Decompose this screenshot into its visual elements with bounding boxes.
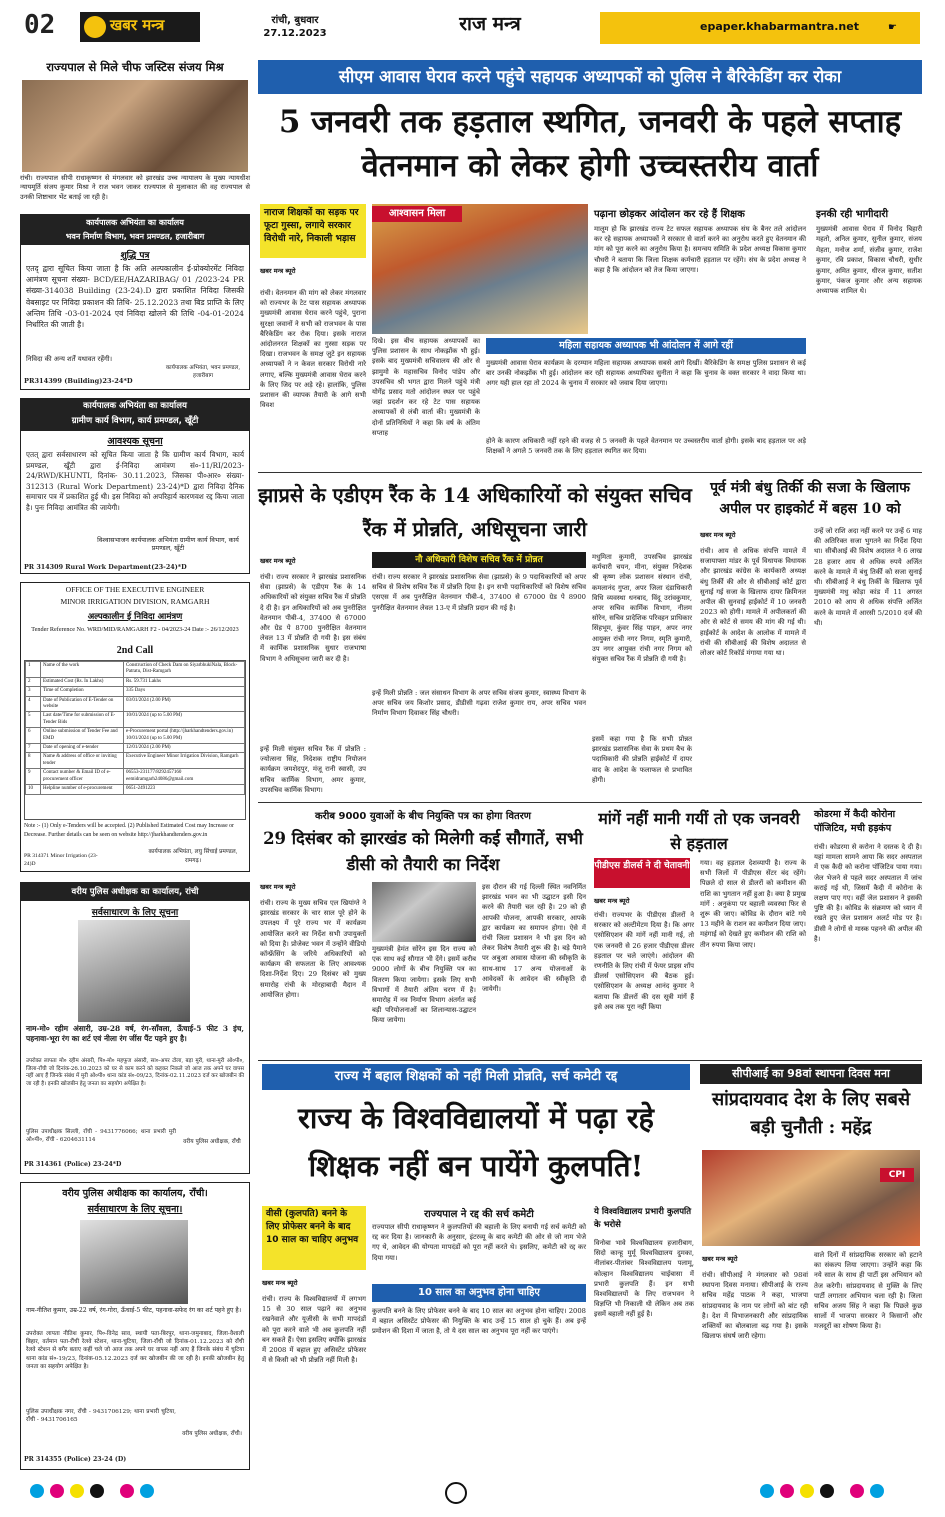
ad5-pr: PR 314355 (Police) 23-24 (D) bbox=[24, 1456, 127, 1463]
ad1-body: एतद् द्वारा सूचित किया जाता है कि अति अल्पकालीन ई-प्रोक्योरमेंट निविदा आमंत्रण सूचना संख्या- BCD/EE/HAZARIBAG/ 01 /2023-24 PR संख्या-314038 Building (23-24).D द्वारा प्रकाशित निविदा जिसकी वेबसाइट पर निविदा प्रकाशन की तिथि- 25.12.2023 तथा बिड प्राप्ति के लिए अन्तिम तिथि -03-01-2024 एवं निविदा खोलने की तिथि -04-01-2024 निर्धारित की जाती है। bbox=[26, 264, 244, 330]
lead-kicker: नाराज शिक्षकों का सड़क पर फूटा गुस्सा, लगाये सरकार विरोधी नारे, निकाली भड़ास bbox=[260, 204, 366, 258]
vc-sub1: राज्यपाल ने रद्द की सर्च कमेटी bbox=[424, 1209, 534, 1220]
table-row bbox=[26, 728, 245, 744]
table-cell: 3 bbox=[26, 687, 41, 696]
cpi-photo bbox=[702, 1150, 920, 1246]
table-cell: 7 bbox=[26, 744, 41, 753]
ad5-contact: पुलिस उपाधीक्षक नगर, राँची - 9431706129; थाना प्रभारी चुटिया, राँची - 9431706165 bbox=[26, 1409, 176, 1424]
table-cell: Time of Completion bbox=[41, 687, 124, 696]
ad5-subtitle: सर्वसाधारण के लिए सूचना। bbox=[87, 1204, 183, 1215]
ad1-sign: कार्यपालक अभियंता, भवन प्रमण्डल, हजारीबाग bbox=[165, 365, 241, 379]
logo-emblem-icon bbox=[84, 16, 106, 38]
vc-headline: राज्य के विश्वविद्यालयों में पढ़ा रहे शिक्षक नहीं बन पायेंगे कुलपति! bbox=[298, 1101, 654, 1183]
ad2-body: एतत् द्वारा सर्वसाधारण को सूचित किया जाता है कि ग्रामीण कार्य विभाग, कार्य प्रमण्डल, खूँटी द्वारा ई-निविदा आमंत्रण सं०-11/RI/2023-24/RWD/KHUNTI, दिनांक- 30.11.2023, जिसका पी०आर० संख्या- 312313 (Rural Work Department) 23-24)*D द्वारा निविदा दैनिक समाचार पत्र में प्रकाशित हुई थी। इस निविदा को अपरिहार्य कारणवश रद्द किया जाता है। पुनः निविदा आमंत्रित की जायेगी। bbox=[26, 450, 244, 512]
lead-women-bar: महिला सहायक अध्यापक भी आंदोलन में आगे रहीं bbox=[486, 338, 806, 354]
table-cell: Helpline number of e-procurement bbox=[41, 785, 124, 794]
ad1-pr: PR314399 (Building)23-24*D bbox=[24, 377, 133, 385]
cursor-icon: ☛ bbox=[888, 22, 897, 33]
table-cell: Name of the work bbox=[41, 662, 124, 678]
table-cell: 10/01/2024 (up to 5.00 PM) bbox=[124, 712, 245, 728]
table-row bbox=[26, 744, 245, 753]
ad4-body2: उपरोक्त लापता मो० रहीम अंसारी, पि०-मो० महफूज अंसारी, सा०-अपर टोला, बड़ा मुरी, थाना-मुरी ओ०पी०, जिला-राँची जो दिनांक-26.10.2023 को घर से काम करने को कहकर निकले जो आज तक अपने घर वापस नहीं आए हैं जिनके संबंध में मुरी ओ०पी० थाना कांड सं०-09/23, दिनांक-02.11.2023 दर्ज कर खोजबीन की जा रही है। इनकी खोजबीन हेतु जनता का सहयोग अपेक्षित है। bbox=[26, 1058, 244, 1087]
table-cell: Date of opening of e-tender bbox=[41, 744, 124, 753]
promo-byline: खबर मन्त्र ब्यूरो bbox=[260, 557, 296, 565]
ad3-pr: PR 314371 Minor Irrigation (23-24)D bbox=[24, 853, 98, 867]
table-row bbox=[26, 769, 245, 785]
jobs-col3: इस दौरान की गई दिल्ली स्थित नवनिर्मित झारखंड भवन का भी उद्घाटन इसी दिन करने की तैयारी चल रही है। 29 को ही आपकी योजना, आपकी सरकार, आपके द्वार कार्यक्रम का समापन होगा। ऐसे में रांची जिला प्रशासन ने भी इस दिन को लेकर विशेष तैयारी शुरू की है। बड़े पैमाने पर अबुआ आवास योजना की स्वीकृति के साथ-साथ 17 अन्य योजनाओं के आवेदकों के आवेदन की स्वीकृति दी जायेगी। bbox=[482, 883, 586, 994]
table-cell: 8 bbox=[26, 753, 41, 769]
promo-col3: मधुमिता कुमारी, उपसचिव झारखंड कर्मचारी चयन, मीना, संयुक्त निदेशक श्री कृष्ण लोक प्रशासन संस्थान रांची, कमलानंद गुप्ता, अपर जिला दंडाधिकारी विधि व्यवस्था धनबाद, विंदू उरांवकुमार, अपर सचिव कार्मिक विभाग, नीलम सोरेन, सचिव प्रादेशिक परिवहन प्राधिकार सिंहभूम, कुंवर सिंह पाहन, अपर नगर आयुक्त रांची नगर निगम, स्मृति कुमारी, उप नगर आयुक्त रांची नगर निगम को संयुक्त सचिव रैंक में प्रोन्नति दी गयी है। bbox=[592, 553, 692, 664]
ad1-title: कार्यपालक अभियंता का कार्यालय भवन निर्माण विभाग, भवन प्रमण्डल, हजारीबाग bbox=[21, 215, 249, 245]
lead-sub-strike: पढ़ाना छोड़कर आंदोलन कर रहे हैं शिक्षक bbox=[594, 209, 745, 220]
lead-headline: 5 जनवरी तक हड़ताल स्थगित, जनवरी के पहले सप्ताह वेतनमान को लेकर होगी उच्चस्तरीय वार्ता bbox=[278, 104, 902, 184]
governor-photo bbox=[22, 80, 248, 172]
jobs-kicker: करीब 9000 युवाओं के बीच नियुक्ति पत्र का होगा वितरण bbox=[260, 808, 586, 826]
table-cell: 03/01/2024 (2.00 PM) bbox=[124, 696, 245, 712]
table-cell: 10 bbox=[26, 785, 41, 794]
table-cell: 9 bbox=[26, 769, 41, 785]
lead-women-text: मुख्यमंत्री आवास घेराव कार्यक्रम के दरम्यान महिला सहायक अध्यापक सबसे आगे दिखीं। बैरिकेडिंग के समक्ष पुलिस प्रशासन से कई बार उनकी नोकझोंक भी हुई। आंदोलन कर रही सहायक अध्यापिका सुनीता ने कहा कि चुनाव के वक्त सरकार ने वादा किया था। अगर यही हाल रहा तो 2024 के चुनाव में सरकार को जवाब दिया जाएगा। bbox=[486, 359, 806, 388]
jobs-byline: खबर मन्त्र ब्यूरो bbox=[260, 883, 296, 891]
strike-byline: खबर मन्त्र ब्यूरो bbox=[594, 897, 630, 905]
ad2-title: कार्यपालक अभियंता का कार्यालय ग्रामीण कार्य विभाग, कार्य प्रमण्डल, खूँटी bbox=[21, 399, 249, 431]
vc-col2: कुलपति बनने के लिए प्रोफेसर बनने के बाद 10 साल का अनुभव होना चाहिए। 2008 में बहाल असिस्टेंट प्रोफेसर की नियुक्ति के बाद उन्हें 15 साल हो चुके हैं। अब इन्हें प्रमोशन की दिशा में जाता है, तो ये दस साल का अनुभव पूरा नहीं कर पाएंगे। bbox=[372, 1307, 586, 1336]
lead-sub-parti: इनकी रही भागीदारी bbox=[816, 209, 889, 220]
ad5-body2: उपरोक्त लापता नीतिश कुमार, पि०-विनेद्र साव, स्थायी पता-बिरपुर, थाना-जमुनाबाद, जिला-वैशाली बिहार, वर्तमान पता-रौंची रेलवे स्टेशन, थाना-चुटिया, जिला-राँची जो दिनांक-01.12.2023 को राँची रेलवे स्टेशन से बगैर बताए कहीं चले जो आज तक अपने घर वापस नहीं आए हैं जिनके संबंध में चुटिया थाना कांड सं०-19/23, दिनांक-05.12.2023 दर्ज कर खोजबीन की जा रही है। इनकी खोजबीन हेतु जनता का सहयोग अपेक्षित है। bbox=[26, 1331, 244, 1370]
bandhu-headline: पूर्व मंत्री बंधु तिर्की की सजा के खिलाफ अपील पर हाइकोर्ट में बहस 10 को bbox=[710, 480, 910, 517]
table-cell: 1 bbox=[26, 662, 41, 678]
edition-city: रांची, बुधवार bbox=[271, 15, 319, 26]
bandhu-col1: रांची। आय से अधिक संपत्ति मामले में सजायाफ्ता मांडर के पूर्व विधायक विधायक और झारखंड कांग्रेस के कार्यकारी अध्यक्ष बंधु तिर्की की ओर से सीबीआई कोर्ट द्वारा सुनाई गई सजा के खिलाफ दायर क्रिमिनल अपील की सुनवाई हाईकोर्ट में 10 जनवरी 2023 को होगी। मामले में अपीलकर्ता की ओर से कोर्ट से समय की मांग की गई थी। हाईकोर्ट के आदेश के आलोक में मामले में रांची की सीबीआई की विशेष अदालत से लोअर कोर्ट रिकॉर्ड मंगाया गया था। bbox=[700, 547, 806, 658]
jobs-photo bbox=[372, 882, 476, 942]
table-cell: Name & address of office or inviting tender bbox=[41, 753, 124, 769]
cpi-col1: रांची। सीपीआई ने मंगलवार को 98वां स्थापना दिवस मनाया। सीपीआई के राज्य सचिव महेंद्र पाठक ने कहा, भाजपा सांप्रदायवाद के नाम पर लोगों को बांट रही है। देश में विभाजनकारी और सांप्रदायिक शक्तियों का बोलबाला बढ़ गया है। इसके खिलाफ संघर्ष जारी रहेगा। bbox=[702, 1271, 808, 1341]
table-cell: e-Procurement portal (http://jharkhandtenders.gov.in) 10/01/2024 (up to 5.00 PM) bbox=[124, 728, 245, 744]
print-color-bar bbox=[0, 1476, 945, 1517]
table-cell: 12/01/2024 (2.00 PM) bbox=[124, 744, 245, 753]
cpi-banner: सीपीआई का 98वां स्थापना दिवस मना bbox=[700, 1064, 922, 1084]
table-row bbox=[26, 677, 245, 686]
divider bbox=[258, 1060, 922, 1061]
governor-text: रांची। राज्यपाल सीपी राधाकृष्णन से मंगलवार को झारखंड उच्च न्यायालय के मुख्य न्यायधीश न्यायमूर्ति संजय कुमार मिश्रा ने राज भवन जाकर राज्यपाल से मुलाकात की वह राज्यपाल से उनकी शिष्टाचार भेंट बताई जा रही है। bbox=[20, 174, 250, 201]
table-row bbox=[26, 687, 245, 696]
table-cell: 2 bbox=[26, 677, 41, 686]
ad4-body: नाम-मो० रहीम अंसारी, उम्र-28 वर्ष, रंग-साँवला, ऊँचाई-5 फीट 3 इंच, पहनावा-भूरा रंग का शर्ट एवं नीला रंग जींस पैंट पहने हुए है। bbox=[26, 1024, 244, 1044]
jobs-headline: 29 दिसंबर को झारखंड को मिलेगी कई सौगातें, सभी डीसी को तैयारी का निर्देश bbox=[263, 829, 583, 874]
logo-text: खबर मन्त्र bbox=[110, 16, 165, 34]
promo-col1b: इन्हें मिली संयुक्त सचिव रैंक में प्रोन्नति : ज्योत्सना सिंह, निदेशक राष्ट्रीय नियोजन कार्यक्रम जमशेदपुर, मंजू रानी स्वासी, उप सचिव कार्मिक विभाग, अमर कुमार, उपसचिव कार्मिक विभाग। bbox=[260, 745, 366, 794]
table-cell: Date of Publication of E-Tender on website bbox=[41, 696, 124, 712]
ad3-note: Note :- (1) Only e-Tenders will be accepted. (2) Published Estimated Cost may Increase or Decrease. Further details can be seen on website http://jharkhandtenders.gov.in bbox=[24, 823, 234, 838]
strike-headline: मांगें नहीं मानी गयीं तो एक जनवरी से हड़ताल bbox=[598, 809, 800, 853]
table-row bbox=[26, 696, 245, 712]
jobs-col1: रांची। राज्य के मुख्य सचिव एल खियांग्ते ने झारखंड सरकार के चार साल पूरे होने के उपलक्ष्य में पूरे राज्य भर में कार्यक्रम आयोजित करने का निर्देश सभी उपायुक्तों को दिया है। प्रोजेक्ट भवन में उन्होंने वीडियो कॉन्फ्रेंसिंग के जरिये अधिकारियों को कार्यक्रम की सफलता के लिए आवश्यक दिशा-निर्देश दिए। 29 दिसंबर को मुख्य समारोह रांची के मोरहाबादी मैदान में आयोजित होगा। bbox=[260, 899, 366, 999]
ad5-body: नाम-नीतिश कुमार, उम्र-22 वर्ष, रंग-गोरा, ऊँचाई-5 फीट, पहनावा-सफेद रंग का शर्ट पहने हुए है। bbox=[26, 1307, 242, 1314]
table-cell: Construction of Check Dam on SiyarbhukiNala, Block-Patratu, Dist-Ramgarh bbox=[124, 662, 245, 678]
divider bbox=[258, 802, 922, 803]
table-row bbox=[26, 753, 245, 769]
page-number: 02 bbox=[24, 10, 56, 40]
table-cell: 5 bbox=[26, 712, 41, 728]
vc-sub1-text: राज्यपाल सीपी राधाकृष्णन ने कुलपतियों की बहाली के लिए बनायी गई सर्च कमेटी को रद्द कर दिया है। जानकारी के अनुसार, इंटरव्यू के बाद कमेटी की ओर से जो नाम भेजे गए थे, आवेदन की योग्यता मापदंडों को पूरा नहीं करते थे। इसलिए, कमेटी को रद्द कर दिया गया। bbox=[372, 1223, 586, 1262]
ad1-note: निविदा की अन्य शर्तें यथावत रहेंगी। bbox=[26, 355, 113, 363]
lead-foot-text: होने के कारण अधिकारी नहीं रहने की वजह से 5 जनवरी के पहले वेतनमान पर उच्चस्तरीय वार्ता होगी। इसके बाद हड़ताल पर अड़े शिक्षकों ने अगले 5 जनवरी तक के लिए हड़ताल स्थगित कर दिया। bbox=[486, 437, 806, 456]
vc-sub2: 10 साल का अनुभव होना चाहिए bbox=[372, 1284, 586, 1302]
table-cell: Executive Engineer Minor Irrigation Division, Ramgarh bbox=[124, 753, 245, 769]
bandhu-col2: उन्हें जो राशि अदा नहीं करने पर उन्हें 6 माह की अतिरिक्त सजा भुगतने का निर्देश दिया था। सीबीआई की विशेष अदालत ने 6 लाख 28 हजार आय से अधिक रुपये अर्जित करने के मामले में बंधु तिर्की को सजा सुनाई थी। सीबीआई ने बंधु तिर्की के खिलाफ पूर्व मुख्यमंत्री मधु कोड़ा कांड में 11 अगस्त 2010 को आय से अधिक संपत्ति अर्जित करने के मामले में आरसी 5/2010 दर्ज की थी। bbox=[814, 527, 922, 627]
ad4-subtitle: सर्वसाधारण के लिए सूचना bbox=[91, 908, 179, 918]
table-row bbox=[26, 662, 245, 678]
ad2-pr: PR 314309 Rural Work Department(23-24)*D bbox=[24, 563, 187, 571]
lead-col1: रांची। वेतनमान की मांग को लेकर मंगलवार को राज्यभर के टेट पास सहायक अध्यापक मुख्यमंत्री आवास घेराव करने पहुंचे, पुराना सुरक्षा जवानों ने सभी को राजभवन के पास बैरिकेडिंग कर रोक दिया। इसके नाराज आंदोलनरत शिक्षकों का गुस्सा सड़क पर दिखा। राजभवन के समक्ष जुटे इन सहायक अध्यापकों ने न केवल सरकार विरोधी नारे लगाए, बल्कि मुख्यमंत्री आवास घेराव करने के लिए जिद पर अड़े रहे। हालांकि, पुलिस प्रशासन की व्यापक तैयारी के आगे सभी विवश bbox=[260, 289, 366, 410]
lead-parti-text: मुख्यमंत्री आवास घेराव में विनोद बिहारी महतो, अनिल कुमार, सुनील कुमार, संजय मेहता, मनोज शर्मा, संजीव कुमार, राजेश कुमार, रवि प्रकाश, विकास चौधरी, सुधीर कुमार, अमित कुमार, धीरज कुमार, सतीश कुमार, पंकज कुमार और अन्य सहायक अध्यापक शामिल थे। bbox=[816, 225, 922, 296]
promo-headline: झाप्रसे के एडीएम रैंक के 14 अधिकारियों को संयुक्त सचिव रैंक में प्रोन्नति, अधिसूचना जारी bbox=[258, 483, 692, 541]
promo-col1: रांची। राज्य सरकार ने झारखंड प्रशासनिक सेवा (झाप्रसे) के एडीएम रैंक के 14 अधिकारियों को संयुक्त सचिव रैंक में प्रोन्नति दे दी है। इन अधिकारियों को अब पुनरीक्षित वेतनमान पीबी-4, 37400 से 67000 और ग्रेड पे 8700 पुनरीक्षित वेतनमान लेवल 13 में प्रोन्नति दी गयी है। इस संबंध में कार्मिक प्रशासनिक सुधार राजभाषा विभाग ने अधिसूचना जारी कर दी है। bbox=[260, 573, 367, 663]
ad3-sign: कार्यपालक अभियंता, लघु सिंचाई प्रमण्डल, रामगढ़। bbox=[148, 849, 238, 864]
table-cell: Estimated Cost (Rs. In Lakhs) bbox=[41, 677, 124, 686]
covid-headline: कोडरमा में कैदी कोरोना पॉजिटिव, मची हड़कंप bbox=[814, 809, 896, 834]
lead-photo bbox=[372, 204, 588, 334]
table-cell: 335 Days bbox=[124, 687, 245, 696]
promo-col2b: इन्हें मिली प्रोन्नति : जल संसाधन विभाग के अपर सचिव संजय कुमार, स्वास्थ्य विभाग के अपर सचिव जय किशोर प्रसाद, डीडीसी गढ़वा राजेश कुमार राय, अपर सचिव भवन निर्माण विभाग दिवाकर सिंह चौधरी। bbox=[372, 689, 586, 718]
table-cell: Online submission of Tender Fee and EMD bbox=[41, 728, 124, 744]
section-title: राज मन्त्र bbox=[459, 13, 521, 35]
vc-sub3: ये विश्वविद्यालय प्रभारी कुलपति के भरोसे bbox=[594, 1207, 692, 1230]
covid-col1: रांची। कोडरमा से करोना ने दस्तक दे दी है। यहां मामला सामने आया कि सदर अस्पताल में एक कैदी को करोना पॉजिटिव पाया गया। जेल भेजने से पहले सदर अस्पताल में जांच कराई गई थी, जिसमें कैदी में कोरोना के लक्षण पाए गए। वहीं जेल प्रशासन ने इसकी पुष्टि की है। कोविड के संक्रमण को ध्यान में रखते हुए जेल प्रशासन अलर्ट मोड पर है। डीसी ने लोगों से मास्क पहनने की अपील की है। bbox=[814, 843, 922, 943]
cpi-col2: वाले दिनों में सांप्रदायिक सरकार को हटाने का संकल्प लिया जाएगा। उन्होंने कहा कि नये साल के साथ ही पार्टी इस अभियान को तेज करेगी। सांप्रदायवाद से मुक्ति के लिए पार्टी लगातार अभियान चला रही है। जिला सचिव अजय सिंह ने कहा कि पिछले कुछ सालों में भाजपा सरकार ने किसानों और मजदूरों का शोषण किया है। bbox=[814, 1251, 922, 1331]
lead-strike-text: मालूम हो कि झारखंड राज्य टेट सफल सहायक अध्यापक संघ के बैनर तले आंदोलन कर रहे सहायक अध्यापकों ने सरकार से वार्ता करने का अनुरोध करते हुए वेतनमान की मांग को पूरा करने का अनुरोध किया है। समन्वय समिति के प्रदेश अध्यक्ष विकास कुमार चौधरी ने बताया कि जिला शिक्षक कर्मचारी हड़ताल पर रहेंगे। संघ के प्रदेश अध्यक्ष ने कहा है कि आंदोलन को तेज किया जाएगा। bbox=[594, 225, 806, 274]
strike-col2: गया। वह हड़ताल देशव्यापी है। राज्य के सभी जिलों में पीडीएस सेंटर बंद रहेंगे। पिछले दो साल से डीलरों को कमीशन की राशि का भुगतान नहीं हुआ है। क्या है प्रमुख मांगें : अनुकंपा पर बहाली व्यवस्था फिर से शुरू की जाए। कोविड के दौरान बांटे गये 13 महीने के राशन का कमीशन दिया जाए। महंगाई को देखते हुए कमीशन की राशि को तीन रुपया किया जाए। bbox=[700, 859, 806, 949]
table-row bbox=[26, 785, 245, 794]
lead-byline: खबर मन्त्र ब्यूरो bbox=[260, 267, 296, 275]
ad2-sign: विश्वासभाजन कार्यपालक अभियंता ग्रामीण कार्य विभाग, कार्य प्रमण्डल, खूँटी bbox=[97, 536, 239, 553]
lead-photo-label: आश्वासन मिला bbox=[372, 206, 462, 222]
cpi-flag: CPI bbox=[880, 1168, 914, 1182]
vc-banner: राज्य में बहाल शिक्षकों को नहीं मिली प्रोन्नति, सर्च कमेटी रद्द bbox=[262, 1064, 690, 1090]
promo-sub: नौ अधिकारी विशेष सचिव रैंक में प्रोन्नत bbox=[372, 552, 586, 568]
table-cell: Contact number & Email ID of e-procurement officer bbox=[41, 769, 124, 785]
ad3-call: 2nd Call bbox=[116, 645, 154, 656]
ad1-subtitle: शुद्धि पत्र bbox=[120, 251, 150, 261]
table-row bbox=[26, 712, 245, 728]
ad3-subtitle: अल्पकालीन ई निविदा आमंत्रण bbox=[87, 612, 183, 622]
ad3-table bbox=[24, 660, 246, 820]
lead-banner: सीएम आवास घेराव करने पहुंचे सहायक अध्यापकों को पुलिस ने बैरिकेडिंग कर रोका bbox=[258, 60, 922, 94]
cpi-byline: खबर मन्त्र ब्यूरो bbox=[702, 1255, 738, 1263]
vc-byline: खबर मन्त्र ब्यूरो bbox=[262, 1279, 298, 1287]
ad3-title: OFFICE OF THE EXECUTIVE ENGINEER MINOR IRRIGATION DIVISION, RAMGARH bbox=[60, 585, 210, 606]
vc-col1: रांची। राज्य के विश्वविद्यालयों में लगभग 15 से 30 साल पढ़ाने का अनुभव रखनेवाले और यूजीसी के सभी मापदंडों को पूरा करने वाले भी अब कुलपति नहीं बन सकते हैं। ऐसा इसलिए क्योंकि झारखंड में 2008 में बहाल हुए असिस्टेंट प्रोफेसर में से किसी को भी प्रोन्नति नहीं मिली है। bbox=[262, 1295, 366, 1365]
table-cell: Last date/Time for submission of E-Tender Bids bbox=[41, 712, 124, 728]
missing-person-photo-1 bbox=[78, 920, 190, 1022]
strike-col1: रांची। राज्यभर के पीडीएस डीलरों ने सरकार को अल्टीमेटम दिया है। कि अगर एसोसिएशन की मांगें नहीं मानी गई, तो एक जनवरी से 26 हजार पीडीएस डीलर हड़ताल पर चले जाएंगे। आंदोलन की रणनीति के लिए रांची में फेयर प्राइस शॉप डीलर्स एसोसिएशन की बैठक हुई। एसोसिएशन के अध्यक्ष आनंद कुमार ने बताया कि डीलरों की दस सूत्री मांगें हैं इसे अब तक पूरा नहीं किया bbox=[594, 911, 694, 1011]
divider bbox=[258, 472, 922, 473]
promo-tenure: इसमें कहा गया है कि सभी प्रोन्नत झारखंड प्रशासनिक सेवा के प्रथम बैच के पदाधिकारी की प्रोन्नति हाईकोर्ट में दायर वाद के आदेश के फलाफल से प्रभावित होगी। bbox=[592, 735, 692, 784]
edition-date: 27.12.2023 bbox=[263, 28, 327, 39]
table-cell: 06553-231177/8292457160 eemidramgarh24086@gmail.com bbox=[124, 769, 245, 785]
table-cell: 4 bbox=[26, 696, 41, 712]
bandhu-byline: खबर मन्त्र ब्यूरो bbox=[700, 531, 736, 539]
vc-kicker: वीसी (कुलपति) बनने के लिए प्रोफेसर बनने के बाद 10 साल का चाहिए अनुभव bbox=[262, 1206, 366, 1270]
vc-col3: विनोबा भावे विश्वविद्यालय हजारीबाग, सिदो कान्हू मुर्मू विश्वविद्यालय दुमका, नीलांबर-पीतांबर विश्वविद्यालय पलामू, कोल्हान विश्वविद्यालय चाईबासा में प्रभारी कुलपति हैं। इन सभी विश्वविद्यालयों के लिए राजभवन ने विज्ञप्ति भी निकाली थी लेकिन अब तक इसमें बहाली नहीं हुई है। bbox=[594, 1239, 694, 1319]
missing-person-photo-2 bbox=[80, 1220, 188, 1304]
table-cell: 0651-2491223 bbox=[124, 785, 245, 794]
ad3-ref: Tender Reference No. WRD/MID/RAMGARH F2 - 04/2023-24 Date :- 26/12/2023 bbox=[31, 626, 239, 633]
ad4-title: वरीय पुलिस अधीक्षक का कार्यालय, रांची bbox=[21, 883, 249, 901]
ad5-title: वरीय पुलिस अधीक्षक का कार्यालय, राँची। bbox=[62, 1188, 208, 1199]
promo-col2: रांची। राज्य सरकार ने झारखंड प्रशासनिक सेवा (झाप्रसे) के 9 पदाधिकारियों को अपर सचिव से विशेष सचिव रैंक में प्रोन्नति दिया है। इन सभी पदाधिकारियों को विशेष सचिव एसएस में अब पुनरीक्षित वेतनमान पीबी-4, 37400 से 67000 ग्रेड पे 8900 पुनरीक्षित वेतनमान लेवल 13-ए में प्रोन्नति प्रदान की गई है। bbox=[372, 573, 586, 612]
ad5-sign: वरीय पुलिस अधीक्षक, राँची। bbox=[182, 1431, 242, 1437]
table-cell: 6 bbox=[26, 728, 41, 744]
ad4-contact: पुलिस उपाधीक्षक सिल्ली, राँची - 9431776066; थाना प्रभारी मुरी ओ०पी०, राँची - 6204631114 bbox=[26, 1129, 176, 1143]
ad4-sign: वरीय पुलिस अधीक्षक, राँची bbox=[183, 1139, 241, 1145]
governor-headline: राज्यपाल से मिले चीफ जस्टिस संजय मिश्र bbox=[46, 60, 224, 74]
table-cell: Rs. 59.731 Lakhs bbox=[124, 677, 245, 686]
lead-photo-caption: दिखे। इस बीच सहायक अध्यापकों का पुलिस प्रशासन के साथ नोकझोंक भी हुई। इसके बाद मुख्यमंत्री सचिवालय की ओर से झामुमो के महासचिव विनोद पांडेय और उपसचिव श्री भगत द्वारा मिलने पहुंचे मंत्री योगेंद्र प्रसाद मतो आंदोलन स्थल पर पहुंचे जहां प्रदर्शन कर रहे टेट पास सहायक अध्यापकों से लंबी वार्ता की। मुख्यमंत्री के दोनों प्रतिनिधियों ने कहा कि वर्ष के अंतिम सप्ताह bbox=[372, 337, 480, 437]
jobs-photo-caption: मुख्यमंत्री हेमंत सोरेन इस दिन राज्य को एक साथ कई सौगात भी देंगे। इसमें करीब 9000 लोगों के बीच नियुक्ति पत्र का वितरण किया जायेगा। इसके लिए सभी विभागों में तैयारी अंतिम चरण में है। समारोह में नव निर्माण विभाग अंतर्गत कई बड़ी परियोजनाओं का शिलान्यास-उद्घाटन किया जायेगा। bbox=[372, 945, 476, 1025]
ad2-subtitle: आवश्यक सूचना bbox=[107, 436, 163, 447]
cpi-headline: सांप्रदायवाद देश के लिए सबसे बड़ी चुनौती : महेंद्र bbox=[711, 1089, 911, 1138]
strike-badge: पीडीएस डीलर्स ने दी चेतावनी bbox=[594, 858, 690, 888]
site-url[interactable]: epaper.khabarmantra.net bbox=[700, 20, 859, 33]
ad4-pr: PR 314361 (Police) 23-24*D bbox=[24, 1161, 122, 1168]
